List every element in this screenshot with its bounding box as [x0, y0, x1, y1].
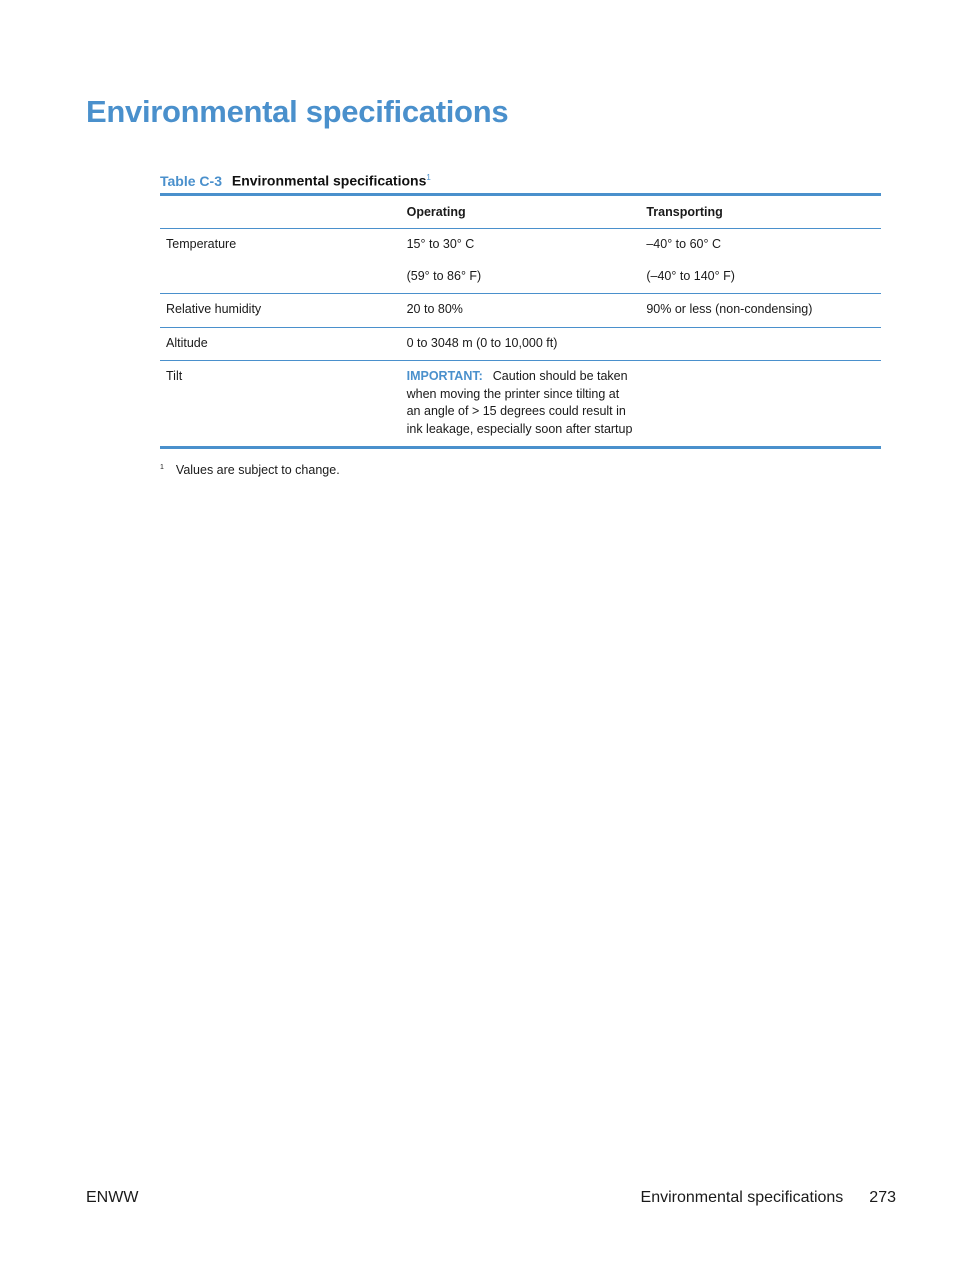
page-title: Environmental specifications [86, 94, 509, 129]
table-caption-footnote-ref[interactable]: 1 [426, 173, 431, 182]
table-header-row [160, 195, 881, 229]
footnote-text: Values are subject to change. [175, 463, 340, 478]
operating-cell [401, 294, 641, 328]
operating-value: 15° to 30° C [406, 237, 475, 251]
page-number: 273 [869, 1189, 896, 1206]
table-row-temperature [160, 229, 881, 294]
table-caption [160, 169, 431, 190]
row-label: Tilt [166, 369, 183, 383]
operating-value: 0 to 3048 m (0 to 10,000 ft) [406, 335, 558, 350]
transporting-cell [640, 327, 881, 361]
important-label: IMPORTANT: [406, 369, 483, 383]
row-label: Relative humidity [166, 302, 262, 316]
footer-left-label: ENWW [86, 1189, 139, 1206]
header-transporting: Transporting [646, 205, 723, 219]
transporting-cell [640, 229, 881, 294]
table-row-altitude [160, 327, 881, 361]
operating-value: 20 to 80% [406, 302, 463, 316]
table-row-tilt [160, 361, 881, 448]
footer-right [641, 1189, 896, 1207]
header-empty [160, 195, 401, 229]
important-note-text: Caution should be taken when moving the printer since tilting at an angle of > 15 degrees could result in ink leakage, especially soon after startup [406, 369, 633, 436]
transporting-value: –40° to 60° C [646, 237, 721, 251]
table-caption-title: Environmental specifications [231, 172, 427, 189]
table-footnote [160, 460, 340, 478]
table-row-relative-humidity [160, 294, 881, 328]
operating-cell [401, 229, 641, 294]
operating-cell [401, 361, 641, 448]
transporting-cell [640, 361, 881, 448]
header-operating: Operating [406, 205, 466, 219]
operating-cell [401, 327, 641, 361]
footer-section-title: Environmental specifications [640, 1189, 844, 1206]
environmental-specifications-table [160, 193, 881, 449]
footnote-mark: 1 [160, 464, 164, 471]
operating-value: (59° to 86° F) [406, 268, 482, 283]
row-label: Temperature [166, 237, 237, 251]
table-caption-label: Table C-3 [160, 172, 222, 189]
transporting-cell [640, 294, 881, 328]
transporting-value: 90% or less (non-condensing) [646, 302, 813, 316]
transporting-value: (–40° to 140° F) [646, 268, 735, 283]
row-label: Altitude [166, 335, 208, 350]
